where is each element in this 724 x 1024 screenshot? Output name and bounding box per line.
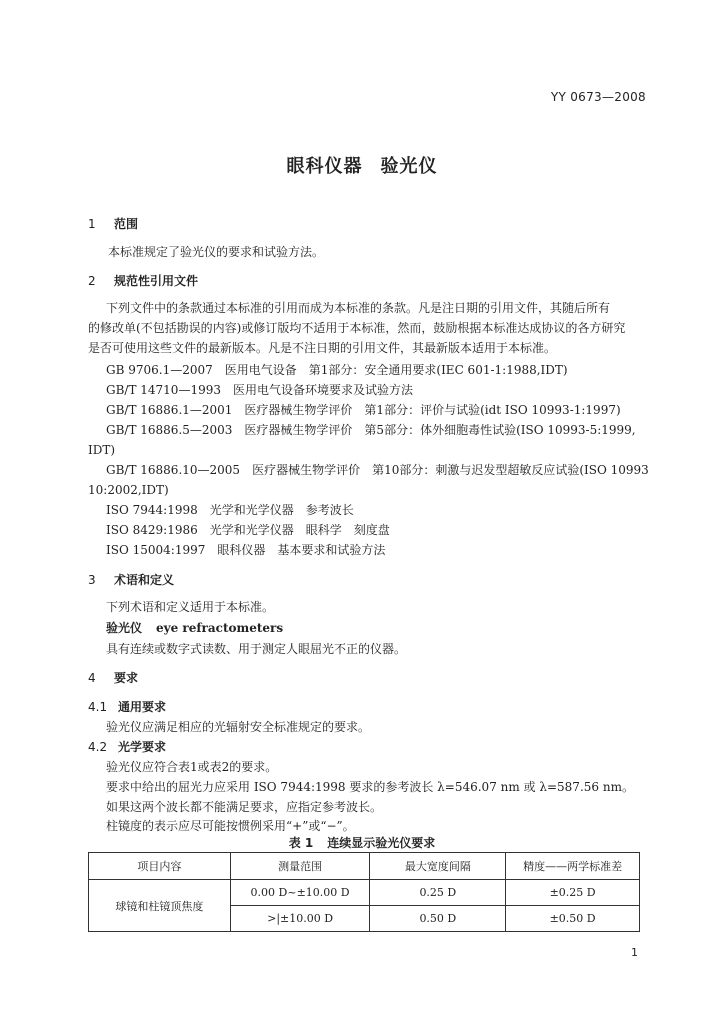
section-number: 1 — [88, 217, 96, 231]
section-number: 4.1 — [88, 700, 108, 714]
table-header-row — [89, 853, 640, 880]
reference-item: GB/T 16886.1—2001 医疗器械生物学评价 第1部分：评价与试验(idt ISO 10993-1:1997) — [106, 403, 621, 417]
section-1-paragraph: 本标准规定了验光仪的要求和试验方法。 — [108, 245, 325, 259]
section-4-2-paragraph: 柱镜度的表示应尽可能按惯例采用“+”或“−”。 — [106, 819, 355, 833]
column-header: 测量范围 — [230, 853, 370, 880]
reference-item: ISO 8429:1986 光学和光学仪器 眼科学 刻度盘 — [106, 523, 390, 537]
column-header: 项目内容 — [89, 853, 231, 880]
column-header: 最大宽度间隔 — [370, 853, 506, 880]
page-number: 1 — [631, 946, 638, 959]
section-3-paragraph: 下列术语和定义适用于本标准。 — [106, 600, 275, 614]
column-header: 精度——两学标准差 — [506, 853, 640, 880]
section-2-paragraph-line: 是否可使用这些文件的最新版本。凡是不注日期的引用文件，其最新版本适用于本标准。 — [88, 341, 557, 355]
table-row — [89, 880, 640, 906]
reference-item: ISO 7944:1998 光学和光学仪器 参考波长 — [106, 503, 354, 517]
document-title — [0, 152, 724, 178]
row-label-cell: 球镜和柱镜顶焦度 — [89, 880, 231, 932]
term-chinese: 验光仪 — [106, 621, 143, 635]
section-title: 要求 — [114, 671, 139, 685]
accuracy-cell: ±0.50 D — [506, 906, 640, 932]
section-4-2-heading — [88, 739, 166, 755]
section-4-heading — [88, 670, 138, 686]
section-number: 4 — [88, 671, 96, 685]
reference-item: GB/T 16886.10—2005 医疗器械生物学评价 第10部分：刺激与迟发型超敏反应试验(ISO 10993 — [106, 463, 649, 477]
section-4-1-heading — [88, 699, 166, 715]
title-part-2: 验光仪 — [380, 156, 438, 177]
reference-item: GB/T 14710—1993 医用电气设备环境要求及试验方法 — [106, 383, 413, 397]
interval-cell: 0.25 D — [370, 880, 506, 906]
section-title: 光学要求 — [118, 740, 167, 754]
section-number: 4.2 — [88, 740, 108, 754]
reference-item-continued: IDT) — [88, 443, 116, 457]
reference-item: GB/T 16886.5—2003 医疗器械生物学评价 第5部分：体外细胞毒性试验(ISO 10993-5:1999, — [106, 423, 636, 437]
section-2-paragraph-line: 下列文件中的条款通过本标准的引用而成为本标准的条款。凡是注日期的引用文件，其随后所有 — [106, 301, 611, 315]
section-1-heading — [88, 216, 138, 232]
section-2-paragraph-line: 的修改单(不包括勘误的内容)或修订版均不适用于本标准，然而，鼓励根据本标准达成协议的各方研究 — [88, 321, 626, 335]
section-title: 规范性引用文件 — [114, 274, 199, 288]
section-3-heading — [88, 572, 174, 588]
section-title: 术语和定义 — [114, 573, 175, 587]
section-4-2-paragraph: 验光仪应符合表1或表2的要求。 — [106, 760, 278, 774]
section-4-2-paragraph: 如果这两个波长都不能满足要求，应指定参考波长。 — [106, 800, 383, 814]
section-number: 2 — [88, 274, 96, 288]
requirements-table — [88, 852, 640, 932]
reference-item: GB 9706.1—2007 医用电气设备 第1部分：安全通用要求(IEC 601-1:1988,IDT) — [106, 363, 568, 377]
reference-item-continued: 10:2002,IDT) — [88, 483, 169, 497]
section-4-2-paragraph: 要求中给出的屈光力应采用 ISO 7944:1998 要求的参考波长 λ=546.07 nm 或 λ=587.56 nm。 — [106, 780, 634, 794]
term-entry — [106, 620, 283, 636]
interval-cell: 0.50 D — [370, 906, 506, 932]
term-definition: 具有连续或数字式读数、用于测定人眼屈光不正的仪器。 — [106, 642, 407, 656]
title-part-1: 眼科仪器 — [286, 156, 363, 177]
table-caption — [0, 834, 724, 851]
term-english: eye refractometers — [156, 621, 284, 635]
table-title: 连续显示验光仪要求 — [327, 836, 436, 850]
section-number: 3 — [88, 573, 96, 587]
section-title: 通用要求 — [118, 700, 167, 714]
range-cell: >|±10.00 D — [230, 906, 370, 932]
section-title: 范围 — [114, 217, 139, 231]
section-4-1-paragraph: 验光仪应满足相应的光辐射安全标准规定的要求。 — [106, 720, 371, 734]
table-label: 表 1 — [288, 836, 314, 850]
standard-code: YY 0673—2008 — [550, 90, 646, 104]
section-2-heading — [88, 273, 198, 289]
reference-item: ISO 15004:1997 眼科仪器 基本要求和试验方法 — [106, 543, 386, 557]
range-cell: 0.00 D~±10.00 D — [230, 880, 370, 906]
accuracy-cell: ±0.25 D — [506, 880, 640, 906]
